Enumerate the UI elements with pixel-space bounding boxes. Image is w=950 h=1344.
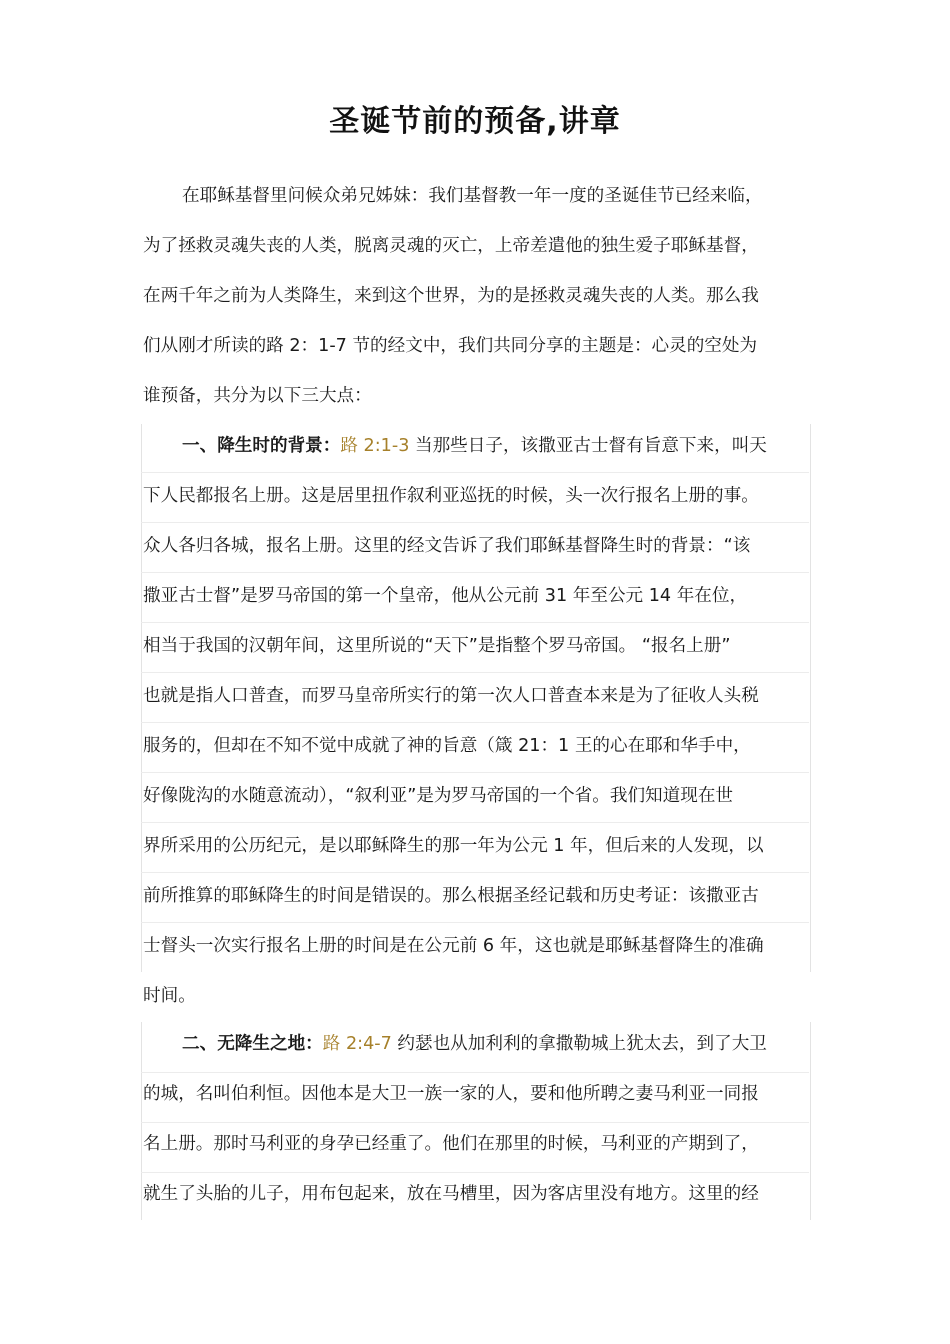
section1-scripture-ref: 路 2:1-3	[340, 436, 410, 456]
row-divider	[141, 872, 809, 873]
section1-line: 士督头一次实行报名上册的时间是在公元前 6 年，这也就是耶稣基督降生的准确	[143, 936, 764, 956]
section1-line: 界所采用的公历纪元，是以耶稣降生的那一年为公元 1 年，但后来的人发现，以	[143, 836, 764, 856]
row-divider	[141, 622, 809, 623]
section1-line: 相当于我国的汉朝年间，这里所说的“天下”是指整个罗马帝国。 “报名上册”	[143, 636, 731, 656]
section1-line: 众人各归各城，报名上册。这里的经文告诉了我们耶稣基督降生时的背景：“该	[143, 536, 751, 556]
section1-heading: 一、降生时的背景：	[182, 436, 341, 456]
row-divider	[141, 1122, 809, 1123]
section1-line: 也就是指人口普查，而罗马皇帝所实行的第一次人口普查本来是为了征收人头税	[143, 686, 759, 706]
row-divider	[141, 1172, 809, 1173]
section2-line: 就生了头胎的儿子，用布包起来，放在马槽里，因为客店里没有地方。这里的经	[143, 1184, 759, 1204]
section1-line: 下人民都报名上册。这是居里扭作叙利亚巡抚的时候，头一次行报名上册的事。	[143, 486, 759, 506]
intro-line: 在耶稣基督里问候众弟兄姊妹：我们基督教一年一度的圣诞佳节已经来临，	[182, 186, 763, 206]
intro-line: 谁预备，共分为以下三大点：	[143, 386, 372, 406]
section1-line: 前所推算的耶稣降生的时间是错误的。那么根据圣经记载和历史考证：该撒亚古	[143, 886, 759, 906]
intro-line: 们从刚才所读的路 2：1-7 节的经文中，我们共同分享的主题是：心灵的空处为	[143, 336, 758, 356]
section1-line: 服务的，但却在不知不觉中成就了神的旨意（箴 21：1 王的心在耶和华手中，	[143, 736, 751, 756]
section2-line: 的城，名叫伯利恒。因他本是大卫一族一家的人，要和他所聘之妻马利亚一同报	[143, 1084, 759, 1104]
row-divider	[141, 722, 809, 723]
intro-line: 在两千年之前为人类降生，来到这个世界，为的是拯救灵魂失丧的人类。那么我	[143, 286, 759, 306]
section2-first-line	[182, 1032, 812, 1056]
row-divider	[141, 1072, 809, 1073]
section2-scripture-ref: 路 2:4-7	[322, 1034, 392, 1054]
row-divider	[141, 922, 809, 923]
section2-heading: 二、无降生之地：	[182, 1034, 323, 1054]
section1-line: 时间。	[143, 986, 196, 1006]
document-title: 圣诞节前的预备,讲章	[329, 104, 621, 139]
section1-line: 好像陇沟的水随意流动），“叙利亚”是为罗马帝国的一个省。我们知道现在世	[143, 786, 734, 806]
section1-first-line	[182, 434, 812, 458]
section2-line: 名上册。那时马利亚的身孕已经重了。他们在那里的时候，马利亚的产期到了，	[143, 1134, 759, 1154]
row-divider	[141, 822, 809, 823]
section2-first-line-text: 约瑟也从加利利的拿撒勒城上犹太去，到了大卫	[391, 1034, 767, 1054]
section1-line: 撒亚古士督”是罗马帝国的第一个皇帝，他从公元前 31 年至公元 14 年在位，	[143, 586, 748, 606]
row-divider	[141, 672, 809, 673]
row-divider	[141, 772, 809, 773]
row-divider	[141, 472, 809, 473]
row-divider	[141, 522, 809, 523]
intro-line: 为了拯救灵魂失丧的人类，脱离灵魂的灭亡，上帝差遣他的独生爱子耶稣基督，	[143, 236, 759, 256]
section1-first-line-text: 当那些日子，该撒亚古士督有旨意下来，叫天	[409, 436, 767, 456]
row-divider	[141, 572, 809, 573]
